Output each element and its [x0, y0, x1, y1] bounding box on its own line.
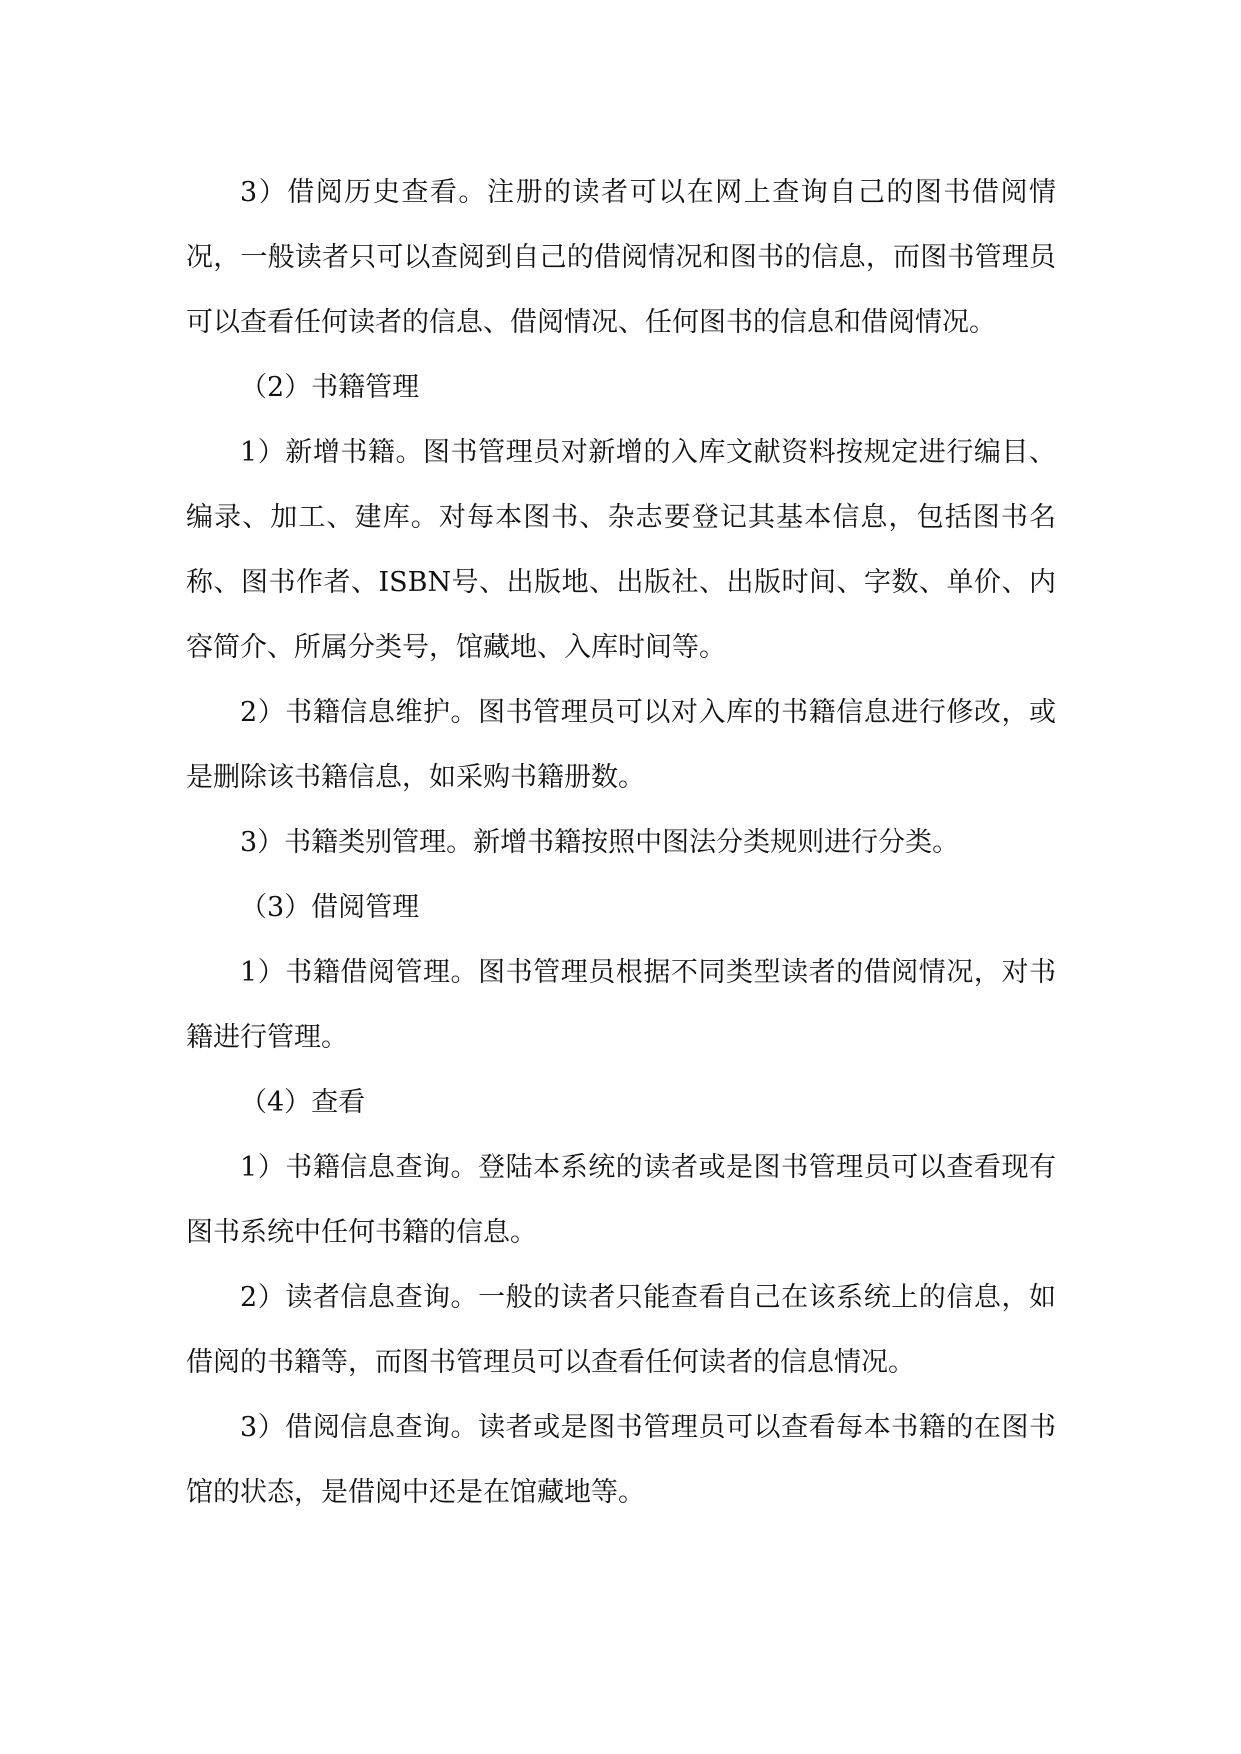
paragraph-book-info-maintenance: 2）书籍信息维护。图书管理员可以对入库的书籍信息进行修改，或是删除该书籍信息，如采购书籍册数。 — [186, 697, 1056, 793]
paragraph-book-info-query: 1）书籍信息查询。登陆本系统的读者或是图书管理员可以查看现有图书系统中任何书籍的信息。 — [186, 1152, 1056, 1248]
paragraph-borrow-history: 3）借阅历史查看。注册的读者可以在网上查询自己的图书借阅情况，一般读者只可以查阅到自己的借阅情况和图书的信息，而图书管理员可以查看任何读者的信息、借阅情况、任何图书的信息和借阅情况。 — [186, 177, 1056, 338]
paragraph-borrow-info-query: 3）借阅信息查询。读者或是图书管理员可以查看每本书籍的在图书馆的状态，是借阅中还是在馆藏地等。 — [186, 1412, 1056, 1508]
paragraph-reader-info-query: 2）读者信息查询。一般的读者只能查看自己在该系统上的信息，如借阅的书籍等，而图书管理员可以查看任何读者的信息情况。 — [186, 1282, 1056, 1378]
document-body — [186, 160, 1056, 1525]
paragraph-book-category-management: 3）书籍类别管理。新增书籍按照中图法分类规则进行分类。 — [240, 827, 960, 858]
paragraph-book-borrow-management: 1）书籍借阅管理。图书管理员根据不同类型读者的借阅情况，对书籍进行管理。 — [186, 957, 1056, 1053]
paragraph-add-books: 1）新增书籍。图书管理员对新增的入库文献资料按规定进行编目、编录、加工、建库。对每本图书、杂志要登记其基本信息，包括图书名称、图书作者、ISBN号、出版地、出版社、出版时间、字数、单价、内容简介、所属分类号，馆藏地、入库时间等。 — [186, 437, 1056, 663]
heading-borrow-management: （3）借阅管理 — [240, 892, 420, 923]
heading-book-management: （2）书籍管理 — [240, 372, 420, 403]
heading-view: （4）查看 — [240, 1087, 366, 1118]
